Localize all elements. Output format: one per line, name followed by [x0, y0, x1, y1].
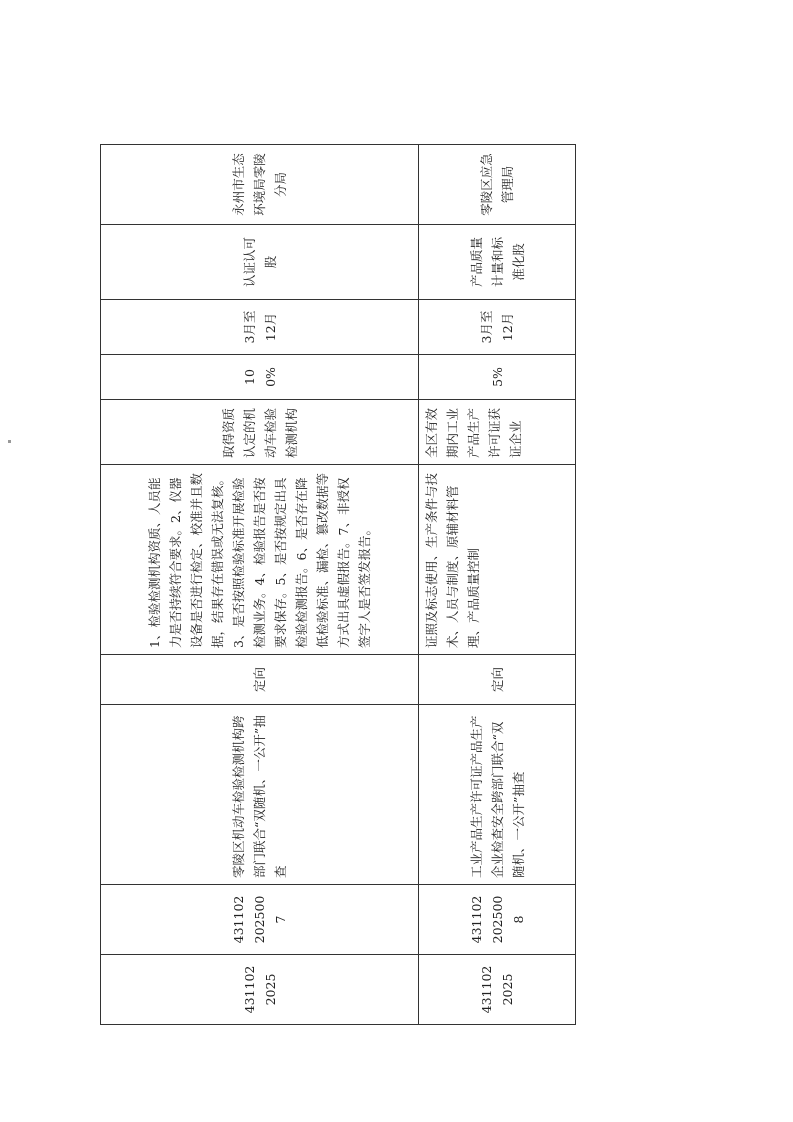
period-cell: 3月至 12月 — [419, 300, 576, 355]
scan-speck — [8, 440, 11, 443]
method-cell: 定向 — [419, 655, 576, 705]
task-id-cell: 431102 202500 7 — [101, 885, 419, 955]
method-cell: 定向 — [101, 655, 419, 705]
dept-cell: 认证认可股 — [101, 225, 419, 300]
region-code-cell: 431102 2025 — [419, 955, 576, 1025]
ratio-cell: 100% — [101, 355, 419, 400]
content-cell: 1、检验检测机构资质、人员能力是否持续符合要求。2、仪器设备是否进行检定、校准并且数据，结果存在错误或无法复核。3、是否按照检验标准开展检验检测业务。4、检验报告是否按要求保存。5、是否按规定出具检验检测报告。6、是否存在降低检验标准、漏检、篡改数据等方式出具虚假报告。7、非授权签字人是否签发报告。 — [101, 465, 419, 655]
rotated-table-wrapper — [100, 145, 575, 1025]
ratio-cell: 5% — [419, 355, 576, 400]
task-name-cell: 工业产品生产许可证产品生产企业检查安全跨部门联合“双随机、一公开”抽查 — [419, 705, 576, 885]
region-code-cell: 431102 2025 — [101, 955, 419, 1025]
inspection-table — [100, 144, 576, 1025]
table-row — [101, 145, 419, 1025]
content-cell: 证照及标志使用、生产条件与技术、人员与制度、原辅材料管理、产品质量控制 — [419, 465, 576, 655]
object-cell: 全区有效期内工业产品生产许可证获证企业 — [419, 400, 576, 465]
joint-dept-cell: 永州市生态环境局零陵分局 — [101, 145, 419, 225]
joint-dept-cell: 零陵区应急管理局 — [419, 145, 576, 225]
task-name-cell: 零陵区机动车检验检测机构跨部门联合“双随机、一公开”抽查 — [101, 705, 419, 885]
table-row — [419, 145, 576, 1025]
dept-cell: 产品质量计量和标准化股 — [419, 225, 576, 300]
object-cell: 取得资质认定的机动车检验检测机构 — [101, 400, 419, 465]
period-cell: 3月至 12月 — [101, 300, 419, 355]
task-id-cell: 431102 202500 8 — [419, 885, 576, 955]
